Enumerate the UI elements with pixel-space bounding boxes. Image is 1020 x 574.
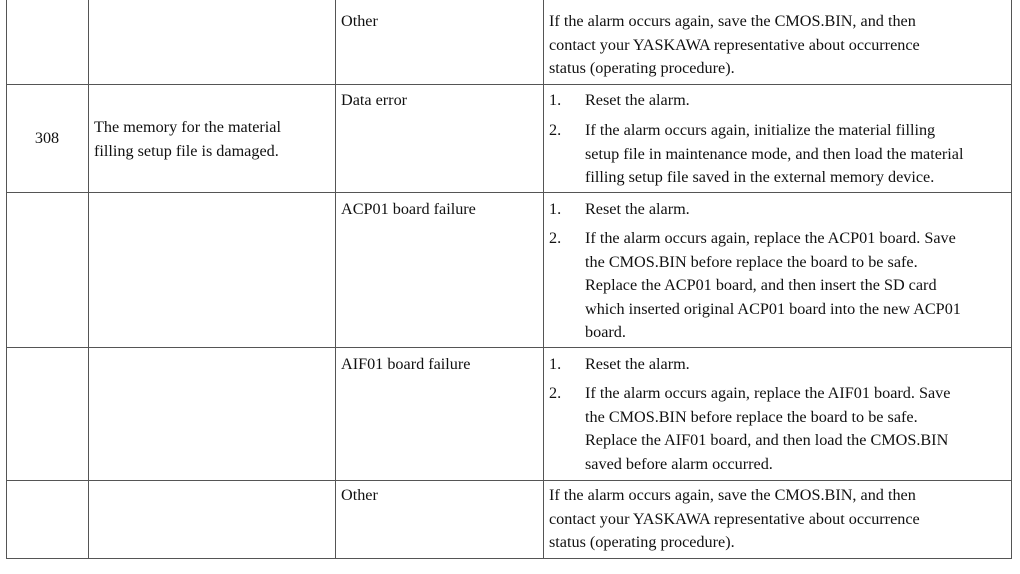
step-number: 1. [549,91,562,109]
remedy-line: the CMOS.BIN before replace the board to be safe. [585,407,918,426]
column-rule [88,0,89,559]
remedy-step-text [585,119,963,190]
cause-cell: Data error [341,91,408,109]
table-rule [6,192,1012,193]
remedy-line: status (operating procedure). [549,59,735,78]
meaning-cell [94,116,281,163]
alarm-code: 308 [34,129,60,147]
step-number: 2. [549,384,562,402]
remedy-line: contact your YASKAWA representative about occurrence [549,35,920,54]
step-number: 1. [549,200,562,218]
remedy-line: Reset the alarm. [585,91,690,109]
remedy-line: saved before alarm occurred. [585,454,773,473]
remedy-line: status (operating procedure). [549,533,735,552]
cause-cell: Other [341,12,378,30]
step-number: 2. [549,121,562,139]
remedy-step-text [585,353,690,377]
column-rule [1011,0,1012,559]
remedy-line: Reset the alarm. [585,200,690,218]
cause-cell: ACP01 board failure [341,200,476,218]
remedy-step [549,353,561,377]
remedy-step-text [585,89,690,113]
remedy-line: Replace the ACP01 board, and then insert the SD card [585,276,937,295]
remedy-line: If the alarm occurs again, replace the ACP01 board. Save [585,229,956,247]
remedy-line: setup file in maintenance mode, and then load the material [585,144,964,163]
table-rule [6,480,1012,481]
remedy-step [549,119,561,143]
remedy-step [549,382,561,406]
cause-cell: Other [341,486,378,504]
remedy-line: Reset the alarm. [585,355,690,373]
remedy-line: If the alarm occurs again, initialize the material filling [585,121,936,139]
meaning-line: filling setup file is damaged. [94,141,279,160]
remedy-step-text [585,382,950,476]
remedy-line: filling setup file saved in the external memory device. [585,168,935,187]
remedy-cell [549,10,920,81]
table-rule [6,558,1012,559]
remedy-step-text [585,198,690,222]
column-rule [6,0,7,559]
remedy-line: contact your YASKAWA representative about occurrence [549,509,920,528]
remedy-line: If the alarm occurs again, save the CMOS.BIN, and then [549,486,916,504]
remedy-line: If the alarm occurs again, save the CMOS.BIN, and then [549,12,916,30]
remedy-line: If the alarm occurs again, replace the AIF01 board. Save [585,384,951,402]
remedy-line: the CMOS.BIN before replace the board to be safe. [585,252,918,271]
remedy-line: Replace the AIF01 board, and then load the CMOS.BIN [585,431,949,450]
remedy-step [549,198,561,222]
remedy-step-text [585,227,961,345]
step-number: 1. [549,355,562,373]
column-rule [543,0,544,559]
cause-cell: AIF01 board failure [341,355,471,373]
remedy-cell [549,484,920,555]
remedy-line: board. [585,323,626,342]
column-rule [335,0,336,559]
meaning-line: The memory for the material [94,118,281,136]
remedy-step [549,227,561,251]
remedy-line: which inserted original ACP01 board into the new ACP01 [585,299,961,318]
table-rule [6,347,1012,348]
step-number: 2. [549,229,562,247]
remedy-step [549,89,561,113]
table-rule [6,84,1012,85]
